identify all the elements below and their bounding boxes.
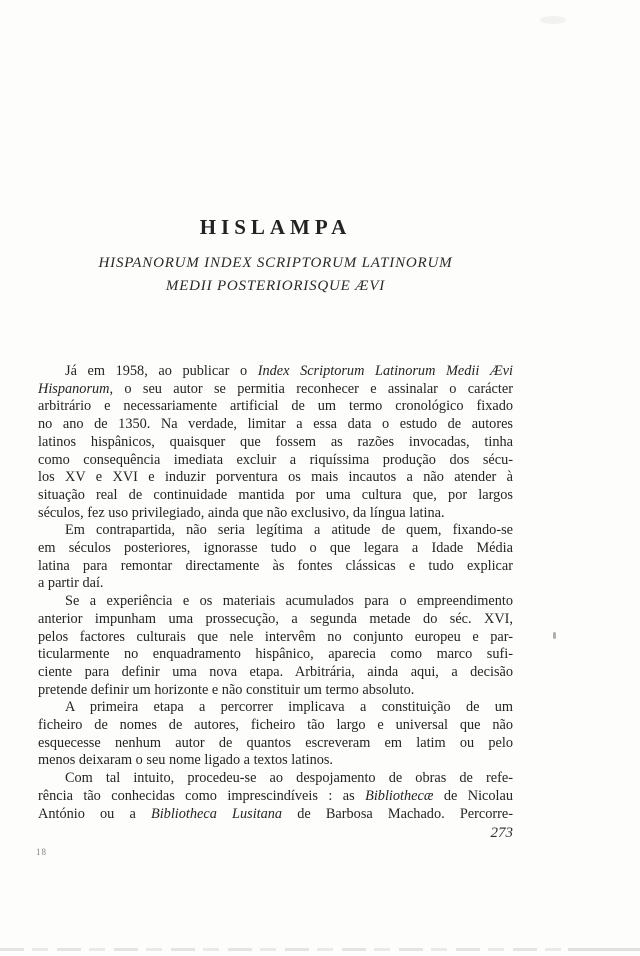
italic-text-segment: Index Scriptorum Latinorum Medii Ævi bbox=[257, 363, 513, 379]
text-segment: situação real de continuidade mantida por uma cultura que, por largos bbox=[38, 486, 513, 503]
page-number: 273 bbox=[490, 825, 513, 841]
text-line bbox=[38, 806, 513, 824]
italic-text-segment: Bibliotheca Lusitana bbox=[150, 805, 283, 822]
text-line bbox=[38, 522, 513, 540]
text-segment: Em contrapartida, não seria legítima a atitude de quem, fixando-se bbox=[65, 522, 513, 539]
text-segment: los XV e XVI e induzir porventura os mais incautos a não atender à bbox=[38, 469, 513, 486]
subtitle-line-1: HISPANORUM INDEX SCRIPTORUM LATINORUM bbox=[98, 255, 453, 271]
text-segment: latina para remontar directamente às fontes clássicas e tudo explicar bbox=[38, 557, 513, 574]
text-segment: Com tal intuito, procedeu-se ao despojamento de obras de refe- bbox=[65, 770, 513, 787]
text-line bbox=[38, 611, 513, 629]
text-line bbox=[38, 682, 513, 700]
text-line bbox=[38, 452, 513, 470]
text-line bbox=[38, 770, 513, 788]
text-line bbox=[38, 416, 513, 434]
scan-bottom-edge-artifact bbox=[0, 948, 640, 951]
text-segment: pretende definir um horizonte e não constituir um termo absoluto. bbox=[38, 681, 415, 698]
text-line bbox=[38, 717, 513, 735]
text-line bbox=[38, 629, 513, 647]
text-segment: Se a experiência e os materiais acumulados para o empreendimento bbox=[65, 593, 513, 610]
text-line bbox=[38, 664, 513, 682]
text-segment: anterior impunham uma prossecução, a segunda metade do séc. XVI, bbox=[38, 610, 513, 627]
scan-speck-artifact bbox=[553, 632, 556, 639]
text-segment: arbitrário e necessariamente artificial de um termo cronológico fixado bbox=[38, 398, 513, 415]
scan-bottom-edge-cap-artifact bbox=[568, 948, 640, 951]
text-segment: , o seu autor se permitia reconhecer e assinalar o carácter bbox=[109, 380, 513, 397]
text-line bbox=[38, 469, 513, 487]
text-segment: latinos hispânicos, quaisquer que fossem as razões invocadas, tinha bbox=[38, 433, 513, 450]
text-segment: ciente para definir uma nova etapa. Arbitrária, ainda aqui, a decisão bbox=[38, 663, 513, 680]
text-segment: A primeira etapa a percorrer implicava a constituição de um bbox=[65, 699, 513, 716]
text-line bbox=[38, 752, 513, 770]
text-line bbox=[38, 363, 513, 381]
text-segment: esquecesse nenhum autor de quantos escreveram em latim ou pelo bbox=[38, 734, 513, 751]
text-segment: em séculos posteriores, ignorasse tudo o que legara a Idade Média bbox=[38, 540, 513, 557]
text-segment: Já em 1958, ao publicar o bbox=[65, 363, 258, 379]
text-line bbox=[38, 593, 513, 611]
text-segment: rência tão conhecidas como imprescindíveis : as bbox=[38, 787, 366, 804]
text-line bbox=[38, 540, 513, 558]
signature-mark: 18 bbox=[36, 847, 47, 857]
text-line bbox=[38, 646, 513, 664]
text-segment: ficheiro de nomes de autores, ficheiro tão largo e universal que não bbox=[38, 717, 513, 734]
text-line bbox=[38, 487, 513, 505]
text-segment: no ano de 1350. Na verdade, limitar a essa data o estudo de autores bbox=[38, 416, 513, 433]
text-segment: menos deixaram o seu nome ligado a textos latinos. bbox=[38, 752, 334, 769]
text-segment: pelos factores culturais que nele intervêm no conjunto europeu e par- bbox=[38, 628, 513, 645]
text-line bbox=[38, 735, 513, 753]
text-segment: séculos, fez uso privilegiado, ainda que não exclusivo, da língua latina. bbox=[38, 504, 445, 521]
page-subtitle bbox=[18, 252, 533, 298]
text-segment: de Nicolau bbox=[433, 787, 514, 804]
text-line bbox=[38, 558, 513, 576]
italic-text-segment: Hispanorum bbox=[38, 380, 110, 397]
text-line bbox=[38, 434, 513, 452]
scan-smudge-artifact bbox=[540, 16, 566, 24]
body-text bbox=[38, 363, 513, 823]
text-line bbox=[38, 699, 513, 717]
italic-text-segment: Bibliothecæ bbox=[365, 787, 434, 804]
text-segment: ticularmente no enquadramento hispânico, aparecia como marco sufi- bbox=[38, 646, 513, 663]
text-segment: de Barbosa Machado. Percorre- bbox=[282, 805, 513, 822]
text-line bbox=[38, 381, 513, 399]
text-segment: a partir daí. bbox=[38, 575, 104, 592]
text-segment: como consequência imediata excluir a riquíssima produção dos sécu- bbox=[38, 451, 513, 468]
subtitle-line-2: MEDII POSTERIORISQUE ÆVI bbox=[165, 278, 386, 294]
text-line bbox=[38, 505, 513, 523]
text-line bbox=[38, 575, 513, 593]
text-line bbox=[38, 788, 513, 806]
text-segment: António ou a bbox=[38, 805, 151, 822]
page-title: HISLAMPA bbox=[199, 215, 352, 239]
text-line bbox=[38, 398, 513, 416]
